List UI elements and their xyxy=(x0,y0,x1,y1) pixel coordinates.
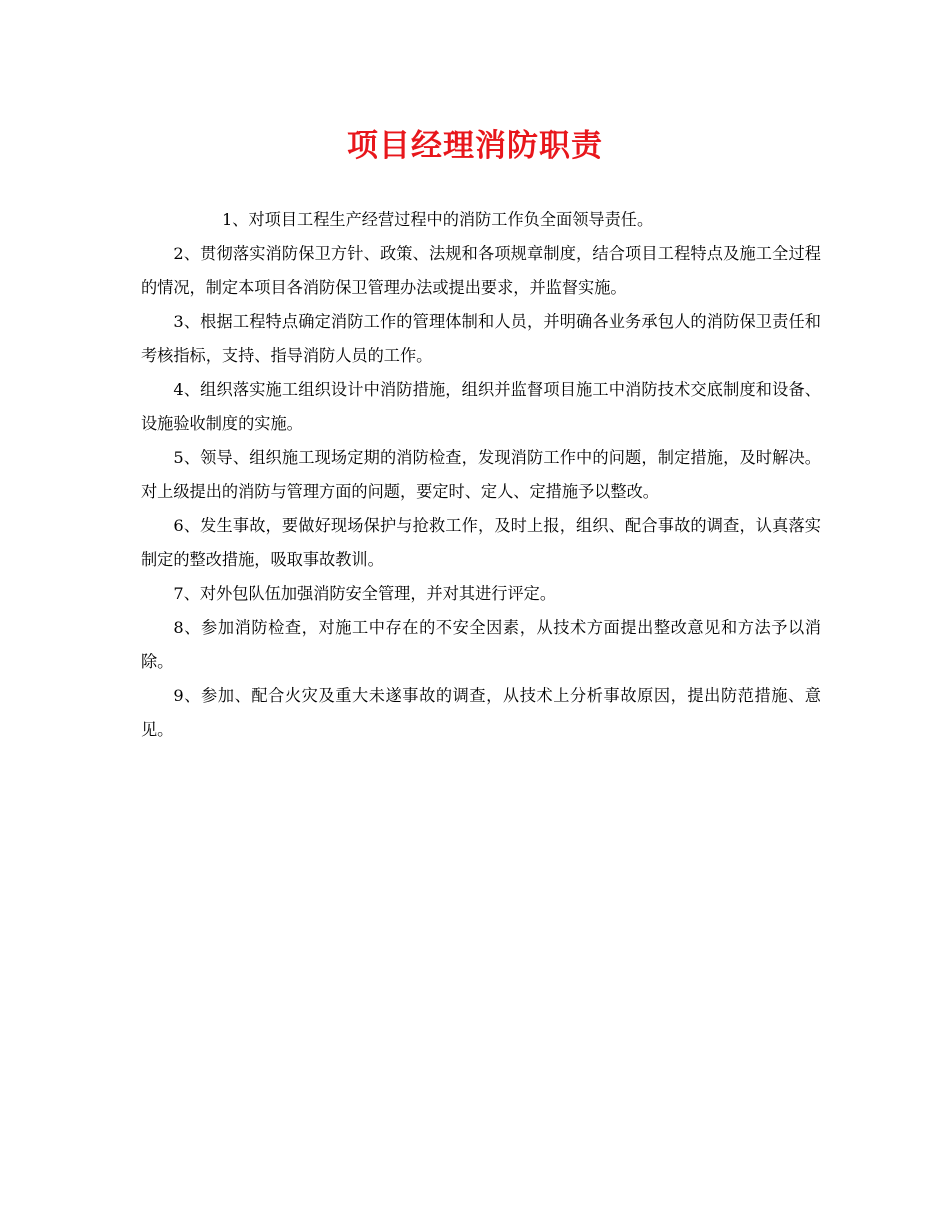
paragraph-3: 3、根据工程特点确定消防工作的管理体制和人员，并明确各业务承包人的消防保卫责任和考核指标，支持、指导消防人员的工作。 xyxy=(141,312,821,365)
paragraph-2: 2、贯彻落实消防保卫方针、政策、法规和各项规章制度，结合项目工程特点及施工全过程的情况，制定本项目各消防保卫管理办法或提出要求，并监督实施。 xyxy=(141,244,821,297)
paragraph-8: 8、参加消防检查，对施工中存在的不安全因素，从技术方面提出整改意见和方法予以消除。 xyxy=(141,618,821,671)
paragraph-5: 5、领导、组织施工现场定期的消防检查，发现消防工作中的问题，制定措施，及时解决。对上级提出的消防与管理方面的问题，要定时、定人、定措施予以整改。 xyxy=(141,448,821,501)
document-title: 项目经理消防职责 xyxy=(347,128,603,164)
document-body xyxy=(141,203,821,747)
paragraph-1: 1、对项目工程生产经营过程中的消防工作负全面领导责任。 xyxy=(222,210,654,229)
paragraph-4: 4、组织落实施工组织设计中消防措施，组织并监督项目施工中消防技术交底制度和设备、设施验收制度的实施。 xyxy=(141,380,821,433)
paragraph-6: 6、发生事故，要做好现场保护与抢救工作，及时上报，组织、配合事故的调查，认真落实制定的整改措施，吸取事故教训。 xyxy=(141,516,821,569)
paragraph-9: 9、参加、配合火灾及重大未遂事故的调查，从技术上分析事故原因，提出防范措施、意见。 xyxy=(141,686,821,739)
paragraph-7: 7、对外包队伍加强消防安全管理，并对其进行评定。 xyxy=(173,584,557,603)
